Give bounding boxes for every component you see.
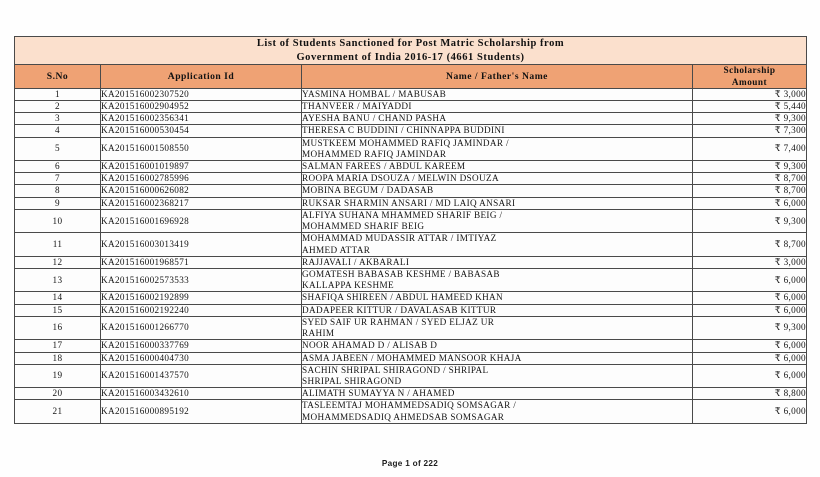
cell-application-id: KA201516001508550 <box>101 137 302 160</box>
cell-sno: 12 <box>15 256 101 268</box>
name-line: SHAFIQA SHIREEN / ABDUL HAMEED KHAN <box>302 292 504 303</box>
cell-scholarship-amount: ₹ 9,300 <box>693 113 807 125</box>
table-row <box>15 173 807 185</box>
name-line: AYESHA BANU / CHAND PASHA <box>302 113 447 124</box>
name-line: RAHIM <box>302 328 335 339</box>
name-line: MOHAMMED RAFIQ JAMINDAR <box>302 148 447 159</box>
cell-application-id: KA201516000404730 <box>101 352 302 364</box>
cell-name-father-name <box>302 316 693 339</box>
cell-scholarship-amount: ₹ 9,300 <box>693 316 807 339</box>
cell-application-id: KA201516002307520 <box>101 88 302 100</box>
cell-scholarship-amount: ₹ 6,000 <box>693 269 807 292</box>
cell-scholarship-amount: ₹ 6,000 <box>693 292 807 304</box>
cell-application-id: KA201516001266770 <box>101 316 302 339</box>
name-line: THANVEER / MAIYADDI <box>302 100 412 111</box>
cell-scholarship-amount: ₹ 7,300 <box>693 125 807 137</box>
cell-name-father-name <box>302 113 693 125</box>
name-line: DADAPEER KITTUR / DAVALASAB KITTUR <box>302 304 497 315</box>
cell-sno: 4 <box>15 125 101 137</box>
cell-sno: 11 <box>15 233 101 256</box>
table-row <box>15 125 807 137</box>
name-line: NOOR AHAMAD D / ALISAB D <box>302 340 438 351</box>
cell-scholarship-amount: ₹ 7,400 <box>693 137 807 160</box>
cell-scholarship-amount: ₹ 6,000 <box>693 364 807 387</box>
cell-scholarship-amount: ₹ 8,700 <box>693 173 807 185</box>
table-row <box>15 388 807 400</box>
cell-name-father-name <box>302 256 693 268</box>
cell-name-father-name <box>302 88 693 100</box>
name-line: SYED SAIF UR RAHMAN / SYED ELJAZ UR <box>302 316 495 327</box>
cell-name-father-name <box>302 125 693 137</box>
cell-name-father-name <box>302 304 693 316</box>
page-footer: Page 1 of 222 <box>381 459 439 468</box>
column-header-amount-line-1: Scholarship <box>723 65 776 76</box>
cell-name-father-name <box>302 173 693 185</box>
table-row <box>15 209 807 232</box>
column-header-sno[interactable]: S.No <box>15 65 101 88</box>
scholarship-table-container <box>14 36 806 424</box>
cell-sno: 19 <box>15 364 101 387</box>
cell-application-id: KA201516002368217 <box>101 197 302 209</box>
name-line: MOHAMMED SHARIF BEIG <box>302 221 425 232</box>
cell-scholarship-amount: ₹ 8,700 <box>693 185 807 197</box>
cell-scholarship-amount: ₹ 3,000 <box>693 256 807 268</box>
cell-sno: 15 <box>15 304 101 316</box>
name-line: RUKSAR SHARMIN ANSARI / MD LAIQ ANSARI <box>302 197 516 208</box>
name-line: ROOPA MARIA DSOUZA / MELWIN DSOUZA <box>302 173 499 184</box>
cell-name-father-name <box>302 100 693 112</box>
cell-name-father-name <box>302 292 693 304</box>
cell-scholarship-amount: ₹ 6,000 <box>693 340 807 352</box>
document-title <box>15 37 807 65</box>
cell-sno: 14 <box>15 292 101 304</box>
cell-application-id: KA201516002573533 <box>101 269 302 292</box>
cell-name-father-name <box>302 269 693 292</box>
cell-sno: 9 <box>15 197 101 209</box>
cell-application-id: KA201516002904952 <box>101 100 302 112</box>
name-line: RAJJAVALI / AKBARALI <box>302 256 410 267</box>
cell-scholarship-amount: ₹ 3,000 <box>693 88 807 100</box>
table-row <box>15 113 807 125</box>
name-line: SACHIN SHRIPAL SHIRAGOND / SHRIPAL <box>302 364 489 375</box>
table-row <box>15 292 807 304</box>
cell-application-id: KA201516003013419 <box>101 233 302 256</box>
cell-name-father-name <box>302 364 693 387</box>
table-row <box>15 340 807 352</box>
cell-application-id: KA201516002785996 <box>101 173 302 185</box>
name-line: SHRIPAL SHIRAGOND <box>302 375 402 386</box>
cell-sno: 3 <box>15 113 101 125</box>
cell-sno: 21 <box>15 400 101 423</box>
table-row <box>15 269 807 292</box>
cell-application-id: KA201516002356341 <box>101 113 302 125</box>
name-line: MOHAMMAD MUDASSIR ATTAR / IMTIYAZ <box>302 233 497 244</box>
cell-name-father-name <box>302 352 693 364</box>
column-header-scholarship-amount[interactable] <box>693 65 807 88</box>
cell-scholarship-amount: ₹ 9,300 <box>693 161 807 173</box>
cell-sno: 6 <box>15 161 101 173</box>
cell-name-father-name <box>302 197 693 209</box>
cell-application-id: KA201516002192240 <box>101 304 302 316</box>
cell-sno: 16 <box>15 316 101 339</box>
table-row <box>15 352 807 364</box>
cell-sno: 2 <box>15 100 101 112</box>
scholarship-table <box>14 36 807 424</box>
column-header-row <box>15 65 807 88</box>
table-row <box>15 197 807 209</box>
cell-sno: 13 <box>15 269 101 292</box>
cell-application-id: KA201516003432610 <box>101 388 302 400</box>
table-row <box>15 161 807 173</box>
cell-name-father-name <box>302 161 693 173</box>
name-line: KALLAPPA KESHME <box>302 280 394 291</box>
table-row <box>15 185 807 197</box>
name-line: SALMAN FAREES / ABDUL KAREEM <box>302 161 466 172</box>
cell-sno: 8 <box>15 185 101 197</box>
cell-name-father-name <box>302 400 693 423</box>
cell-name-father-name <box>302 340 693 352</box>
cell-scholarship-amount: ₹ 6,000 <box>693 400 807 423</box>
table-row <box>15 364 807 387</box>
column-header-name[interactable]: Name / Father's Name <box>302 65 693 88</box>
name-line: MOBINA BEGUM / DADASAB <box>302 185 434 196</box>
cell-sno: 1 <box>15 88 101 100</box>
table-row <box>15 400 807 423</box>
name-line: YASMINA HOMBAL / MABUSAB <box>302 88 447 99</box>
name-line: ALFIYA SUHANA MHAMMED SHARIF BEIG / <box>302 209 503 220</box>
cell-sno: 7 <box>15 173 101 185</box>
cell-scholarship-amount: ₹ 9,300 <box>693 209 807 232</box>
name-line: ASMA JABEEN / MOHAMMED MANSOOR KHAJA <box>302 352 522 363</box>
cell-application-id: KA201516001968571 <box>101 256 302 268</box>
title-line-1: List of Students Sanctioned for Post Matric Scholarship from <box>256 38 565 49</box>
cell-application-id: KA201516001437570 <box>101 364 302 387</box>
cell-name-father-name <box>302 233 693 256</box>
table-row <box>15 137 807 160</box>
cell-name-father-name <box>302 209 693 232</box>
cell-sno: 20 <box>15 388 101 400</box>
cell-scholarship-amount: ₹ 8,800 <box>693 388 807 400</box>
cell-sno: 10 <box>15 209 101 232</box>
cell-application-id: KA201516000626082 <box>101 185 302 197</box>
title-row <box>15 37 807 65</box>
name-line: ALIMATH SUMAYYA N / AHAMED <box>302 388 455 399</box>
name-line: MOHAMMEDSADIQ AHMEDSAB SOMSAGAR <box>302 411 505 422</box>
cell-scholarship-amount: ₹ 8,700 <box>693 233 807 256</box>
name-line: TASLEEMTAJ MOHAMMEDSADIQ SOMSAGAR / <box>302 400 517 411</box>
cell-scholarship-amount: ₹ 6,000 <box>693 197 807 209</box>
table-body <box>15 88 807 423</box>
table-row <box>15 88 807 100</box>
cell-application-id: KA201516000895192 <box>101 400 302 423</box>
cell-sno: 18 <box>15 352 101 364</box>
cell-scholarship-amount: ₹ 6,000 <box>693 352 807 364</box>
name-line: GOMATESH BABASAB KESHME / BABASAB <box>302 269 500 279</box>
table-row <box>15 316 807 339</box>
column-header-application-id[interactable]: Application Id <box>101 65 302 88</box>
cell-application-id: KA201516001019897 <box>101 161 302 173</box>
table-row <box>15 233 807 256</box>
name-line: THERESA C BUDDINI / CHINNAPPA BUDDINI <box>302 125 505 136</box>
cell-name-father-name <box>302 137 693 160</box>
cell-name-father-name <box>302 185 693 197</box>
cell-application-id: KA201516001696928 <box>101 209 302 232</box>
table-row <box>15 100 807 112</box>
cell-scholarship-amount: ₹ 5,440 <box>693 100 807 112</box>
cell-application-id: KA201516002192899 <box>101 292 302 304</box>
name-line: MUSTKEEM MOHAMMED RAFIQ JAMINDAR / <box>302 137 509 148</box>
table-row <box>15 256 807 268</box>
cell-scholarship-amount: ₹ 6,000 <box>693 304 807 316</box>
table-head <box>15 37 807 89</box>
column-header-amount-line-2: Amount <box>731 76 768 87</box>
cell-sno: 5 <box>15 137 101 160</box>
name-line: AHMED ATTAR <box>302 244 371 255</box>
cell-name-father-name <box>302 388 693 400</box>
title-line-2: Government of India 2016-17 (4661 Students) <box>296 51 525 63</box>
cell-application-id: KA201516000530454 <box>101 125 302 137</box>
cell-sno: 17 <box>15 340 101 352</box>
table-row <box>15 304 807 316</box>
cell-application-id: KA201516000337769 <box>101 340 302 352</box>
